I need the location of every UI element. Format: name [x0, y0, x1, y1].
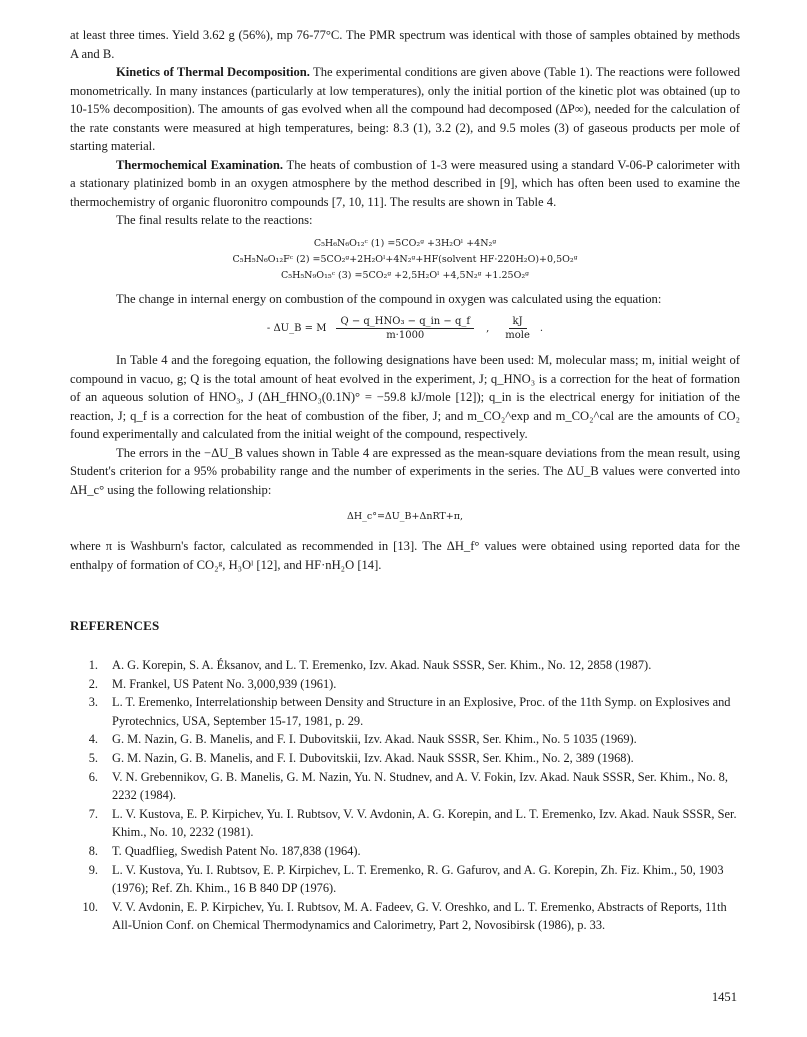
- paragraph-thermochemical: [70, 156, 740, 212]
- reference-item: 1. A. G. Korepin, S. A. Éksanov, and L. T. Eremenko, Izv. Akad. Nauk SSSR, Ser. Khim., No. 12, 2858 (1987).: [88, 658, 652, 672]
- equation-unit-denominator: mole: [505, 330, 530, 341]
- reference-item: 8. T. Quadflieg, Swedish Patent No. 187,838 (1964).: [88, 843, 361, 858]
- reaction-equation-3: C₅H₅N₉O₁₅ᶜ (3) =5CO₂ᵍ +2,5H₂Oˡ +4,5N₂ᵍ +1.25O₂ᵍ: [281, 269, 529, 281]
- reference-item: 2. M. Frankel, US Patent No. 3,000,939 (1961).: [88, 676, 337, 691]
- reference-item: 7. L. V. Kustova, E. P. Kirpichev, Yu. I. Rubtsov, V. V. Avdonin, A. G. Korepin, and L. T. Eremenko, Izv. Akad. Nauk SSSR, Ser. Khim., No. 10, 2232 (1981).: [88, 806, 737, 840]
- relationship-equation: ΔH_c°=ΔU_B+ΔnRT+π,: [346, 511, 463, 522]
- equation-unit-numerator: kJ: [509, 316, 527, 329]
- reference-item: 9. L. V. Kustova, Yu. I. Rubtsov, E. P. Kirpichev, L. T. Eremenko, R. G. Gafurov, and A. G. Korepin, Zh. Fiz. Khim., 50, 1903 (1976); Ref. Zh. Khim., 16 B 840 DP (1976).: [88, 862, 724, 896]
- kinetics-heading: Kinetics of Thermal Decomposition.: [116, 65, 310, 79]
- paper-page: [70, 26, 740, 935]
- reference-item: 3. L. T. Eremenko, Interrelationship between Density and Structure in an Explosive, Proc. of the 11th Symp. on Explosives and Pyrotechnics, USA, September 15-17, 1981, p. 29.: [88, 695, 731, 728]
- equation-lhs: - ΔU_B = M: [266, 323, 327, 334]
- reaction-equations: [70, 236, 740, 284]
- equation-trail: .: [539, 323, 544, 334]
- kinetics-text: The experimental conditions are given above (Table 1). The reactions were followed monometrically. In many instances (particularly at low temperatures), only the initial portion of the kinetic plot was obtained (up to 10-15% decomposition). The amounts of gas evolved when all the compound had decomposed (ΔP∞), needed for the calculation of the rate constants were measured at high temperatures, being: 8.3 (1), 3.2 (2), and 9.5 moles (3) of gaseous products per mole of starting material.: [70, 65, 740, 153]
- paragraph-synthesis-end: at least three times. Yield 3.62 g (56%), mp 76-77°C. The PMR spectrum was identical with those of samples obtained by methods A and B.: [70, 28, 740, 61]
- paragraph-kinetics: [70, 63, 740, 156]
- internal-energy-equation: - ΔU_B = M $\frac{\text{Q − q\_HNO₃ − q\_in − q\_f}}{m\cdot 1000}$ , $\frac{kJ}{\text{mole}}$ .: [266, 316, 544, 341]
- paragraph-errors: The errors in the −ΔU_B values shown in Table 4 are expressed as the mean-square deviations from the mean result, using Student's criterion for a 95% probability range and the number of experiments in the series. The ΔU_B values were converted into ΔH_c° using the following relationship:: [70, 445, 740, 497]
- references-list: [70, 656, 740, 935]
- reference-item: 6. V. N. Grebennikov, G. B. Manelis, G. M. Nazin, Yu. N. Studnev, and A. V. Fokin, Izv. Akad. Nauk SSSR, Ser. Khim., No. 8, 2232 (1984).: [88, 769, 728, 803]
- references-heading: REFERENCES: [70, 618, 160, 633]
- thermochemical-text: The heats of combustion of 1-3 were measured using a standard V-06-P calorimeter with a stationary platinized bomb in an oxygen atmosphere by the method described in [9], which has often been used to examine the thermochemistry of organic fluoronitro compounds [7, 10, 11]. The results are shown in Table 4.: [70, 157, 740, 209]
- paragraph-designations: In Table 4 and the foregoing equation, the following designations have been used: M, molecular mass; m, initial weight of compound in vacuo, g; Q is the total amount of heat evolved in the experiment, J; q_HNO₃ is a correction for the heat of formation of an aqueous solution of HNO₃, J (ΔH_fHNO₃(0.1N)° = −59.8 kJ/mole [12]); q_in is the electrical energy for initiation of the reaction, J; q_f is a correction for the heat of combustion of the fiber, J; and m_CO₂^exp and m_CO₂^cal are the amounts of CO₂ found experimentally and calculated from the initial weight of the compound, respectively.: [70, 353, 740, 441]
- page-number: 1451: [711, 990, 737, 1004]
- reaction-equation-1: C₅H₆N₆O₁₂ᶜ (1) =5CO₂ᵍ +3H₂Oˡ +4N₂ᵍ: [313, 237, 497, 249]
- reference-item: 5. G. M. Nazin, G. B. Manelis, and F. I. Dubovitskii, Izv. Akad. Nauk SSSR, Ser. Khim., No. 2, 389 (1968).: [88, 750, 634, 765]
- paragraph-equation-intro: The change in internal energy on combustion of the compound in oxygen was calculated using the equation:: [116, 291, 662, 306]
- reference-item: 10. V. V. Avdonin, E. P. Kirpichev, Yu. I. Rubtsov, M. A. Fadeev, G. V. Oreshko, and L. T. Eremenko, Abstracts of Reports, 11th All-Union Conf. on Chemical Thermodynamics and Calorimetry, Part 2, Novosibirsk (1986), p. 33.: [82, 899, 727, 933]
- reaction-equation-2: C₅H₅N₆O₁₂Fᶜ (2) =5CO₂ᵍ+2H₂Oˡ+4N₂ᵍ+HF(solvent HF·220H₂O)+0,5O₂ᵍ: [232, 253, 578, 265]
- equation-numerator: Q − q_HNO₃ − q_in − q_f: [336, 316, 474, 329]
- equation-unit: [501, 316, 534, 341]
- paragraph-washburn: where π is Washburn's factor, calculated as recommended in [13]. The ΔH_f° values were obtained using reported data for the enthalpy of formation of CO₂ᵍ, H₃Oˡ [12], and HF·nH₂O [14].: [70, 539, 740, 572]
- equation-fraction: [336, 316, 474, 341]
- thermochemical-heading: Thermochemical Examination.: [116, 157, 284, 172]
- reference-item: 4. G. M. Nazin, G. B. Manelis, and F. I. Dubovitskii, Izv. Akad. Nauk SSSR, Ser. Khim., No. 5 1035 (1969).: [88, 732, 637, 747]
- paragraph-reactions-intro: The final results relate to the reactions:: [116, 213, 313, 227]
- equation-denominator: m·1000: [386, 330, 425, 341]
